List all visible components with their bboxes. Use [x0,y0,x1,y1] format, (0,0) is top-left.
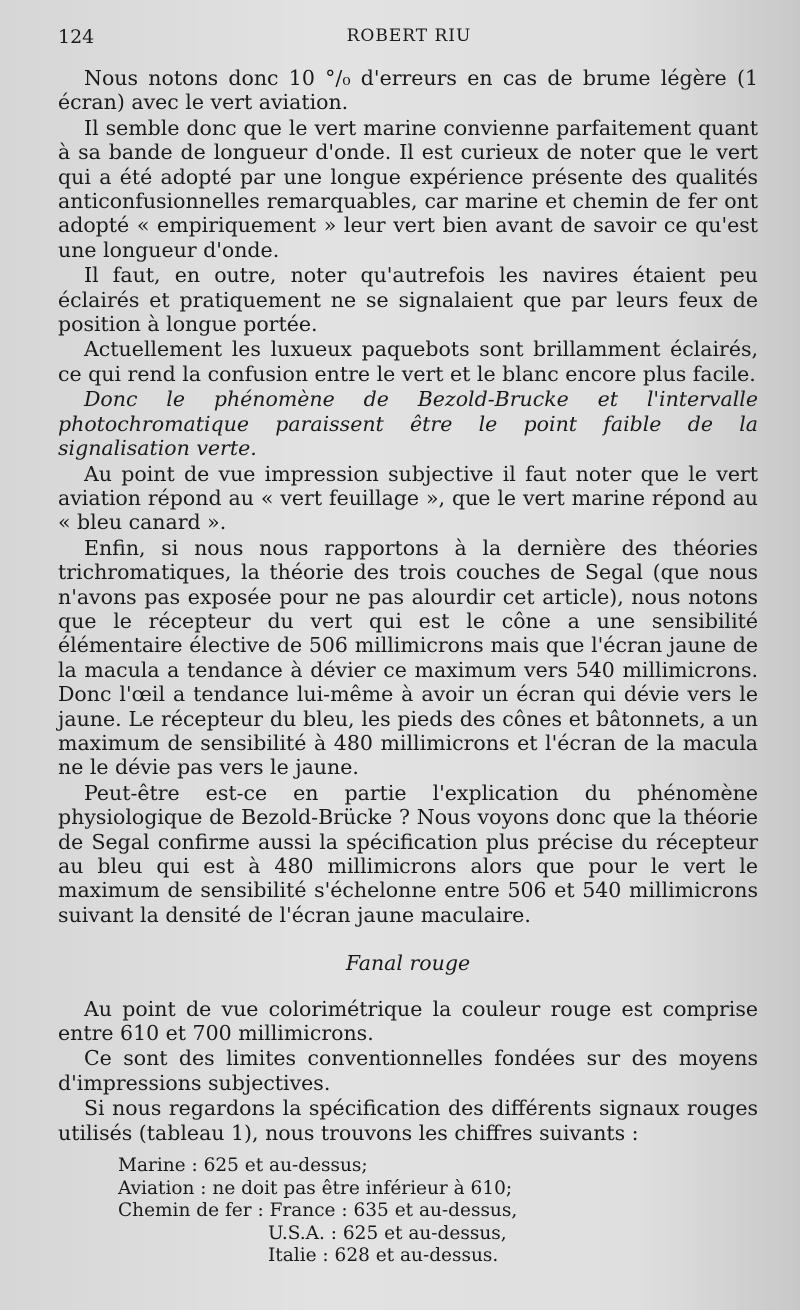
spec-line: Marine : 625 et au-dessus; [118,1155,368,1177]
section-paragraph-2: Ce sont des limites conventionnelles fondées sur des moyens d'impressions subjectives. [58,1046,758,1095]
spec-row [118,1155,758,1178]
paragraph-3: Il faut, en outre, noter qu'autrefois les navires étaient peu éclairés et pratiquement ne se signalaient que par leurs feux de position à longue portée. [58,263,758,337]
running-head [58,26,760,50]
section-heading: Fanal rouge [345,951,471,976]
paragraph-5-italic: Donc le phénomène de Bezold-Brucke et l'intervalle photochromatique paraissent être le point faible de la signalisation verte. [58,387,758,461]
paragraph-2: Il semble donc que le vert marine convienne parfaitement quant à sa bande de longueur d'onde. Il est curieux de noter que le vert qui a été adopté par une longue expérience présente des qualités anticonfusionnelles remarquables, car marine et chemin de fer ont adopté « empiriquement » leur vert bien avant de savoir ce qu'est une longueur d'onde. [58,115,758,262]
section-paragraph-1: Au point de vue colorimétrique la couleur rouge est comprise entre 610 et 700 millimicrons. [58,996,758,1046]
section-paragraph-3: Si nous regardons la spécification des différents signaux rouges utilisés (tableau 1), nous trouvons les chiffres suivants : [58,1096,758,1145]
spec-line: Italie : 628 et au-dessus. [268,1245,499,1267]
paragraph-1: Nous notons donc 10 °/₀ d'erreurs en cas de brume légère (1 écran) avec le vert aviation. [58,66,758,115]
spec-line: Aviation : ne doit pas être inférieur à 610; [118,1177,513,1199]
page-number: 124 [58,26,95,48]
paragraph-7: Enfin, si nous nous rapportons à la dernière des théories trichromatiques, la théorie des trois couches de Segal (que nous n'avons pas exposée pour ne pas alourdir cet article), nous notons que le récepteur du vert qui est le cône a une sensibilité élémentaire élective de 506 millimicrons mais que l'écran jaune de la macula a tendance à dévier ce maximum vers 540 millimicrons. Donc l'œil a tendance lui-même à avoir un écran qui dévie vers le jaune. Le récepteur du bleu, les pieds des cônes et bâtonnets, a un maximum de sensibilité à 480 millimicrons et l'écran de la macula ne le dévie pas vers le jaune. [58,535,758,780]
spec-line: Chemin de fer : France : 635 et au-dessus, [118,1200,518,1222]
spec-row [118,1200,758,1223]
paragraph-6: Au point de vue impression subjective il faut noter que le vert aviation répond au « vert feuillage », que le vert marine répond au « bleu canard ». [58,461,758,535]
spec-row [118,1223,758,1246]
spec-list [118,1155,758,1268]
running-title: ROBERT RIU [346,26,472,46]
spec-row [118,1245,758,1268]
paragraph-4: Actuellement les luxueux paquebots sont brillamment éclairés, ce qui rend la confusion entre le vert et le blanc encore plus facile. [58,337,758,386]
paragraph-8: Peut-être est-ce en partie l'explication du phénomène physiologique de Bezold-Brücke ? Nous voyons donc que la théorie de Segal confirme aussi la spécification plus précise du récepteur au bleu qui est à 480 millimicrons alors que pour le vert le maximum de sensibilité s'échelonne entre 506 et 540 millimicrons suivant la densité de l'écran jaune maculaire. [58,780,758,927]
spec-line: U.S.A. : 625 et au-dessus, [268,1222,507,1244]
body-text [58,66,758,1268]
spec-row [118,1178,758,1201]
